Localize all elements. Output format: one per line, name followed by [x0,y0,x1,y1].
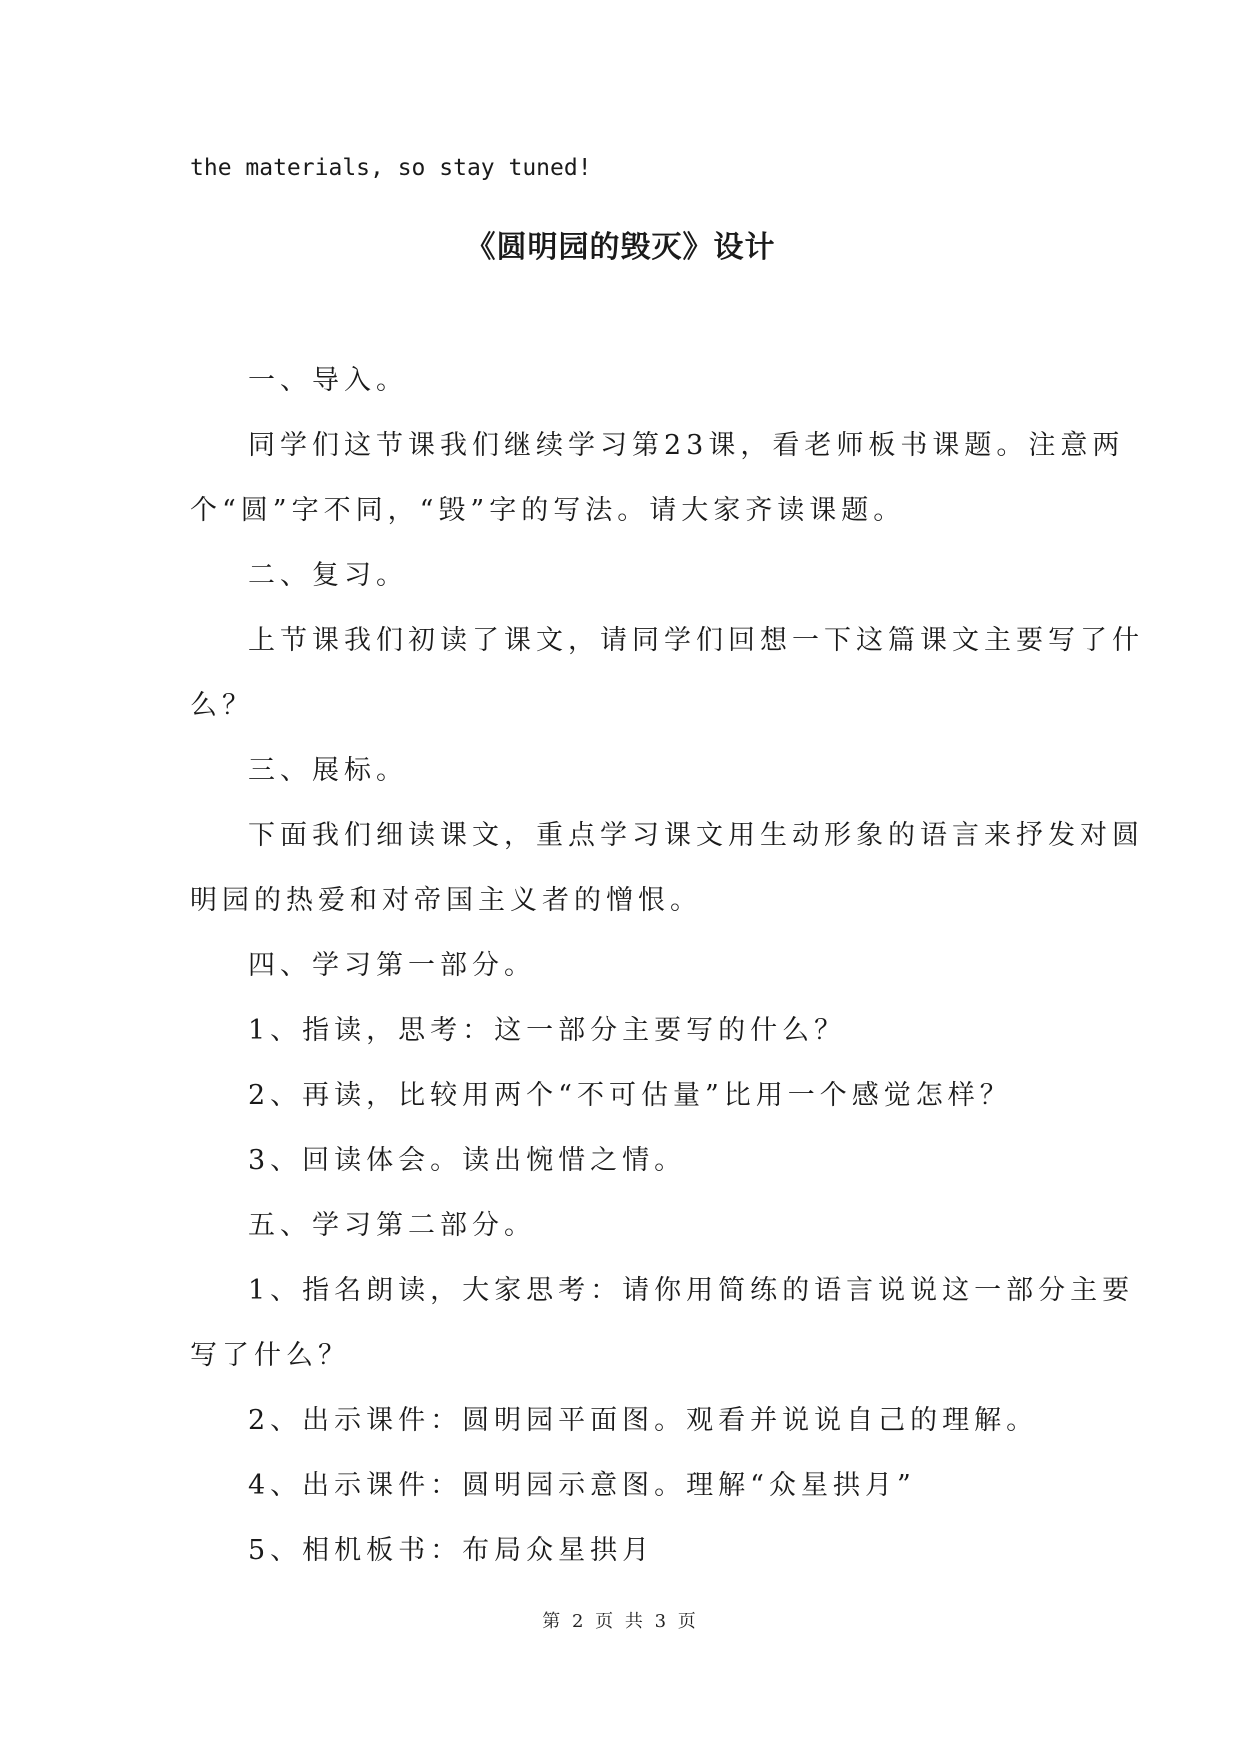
section-heading-intro: 一、导入。 [248,365,408,396]
section-heading-review: 二、复习。 [248,560,408,591]
paragraph-line: 上节课我们初读了课文，请同学们回想一下这篇课文主要写了什 [248,625,1144,656]
section-heading-objectives: 三、展标。 [248,755,408,786]
list-item: 2、出示课件：圆明园平面图。观看并说说自己的理解。 [248,1405,1039,1436]
list-item: 1、指读，思考：这一部分主要写的什么？ [248,1015,847,1046]
document-title: 《圆明园的毁灭》设计 [465,230,776,265]
section-heading-part-one: 四、学习第一部分。 [248,950,536,981]
list-item: 5、相机板书：布局众星拱月 [248,1535,655,1566]
list-item-continuation: 写了什么？ [190,1340,350,1371]
list-item: 3、回读体会。读出惋惜之情。 [248,1145,687,1176]
section-heading-part-two: 五、学习第二部分。 [248,1210,536,1241]
lead-in-text: the materials, so stay tuned! [190,155,592,181]
list-item: 2、再读，比较用两个“不可估量”比用一个感觉怎样？ [248,1080,1012,1111]
list-item: 1、指名朗读，大家思考：请你用简练的语言说说这一部分主要 [248,1275,1135,1306]
paragraph-line: 明园的热爱和对帝国主义者的憎恨。 [190,885,702,916]
paragraph-line: 个“圆”字不同，“毁”字的写法。请大家齐读课题。 [190,495,906,526]
paragraph-line: 下面我们细读课文，重点学习课文用生动形象的语言来抒发对圆 [248,820,1144,851]
list-item: 4、出示课件：圆明园示意图。理解“众星拱月” [248,1470,916,1501]
page-number-footer: 第 2 页 共 3 页 [542,1611,699,1632]
paragraph-line: 么？ [190,690,254,721]
paragraph-line: 同学们这节课我们继续学习第23课，看老师板书课题。注意两 [248,430,1125,461]
